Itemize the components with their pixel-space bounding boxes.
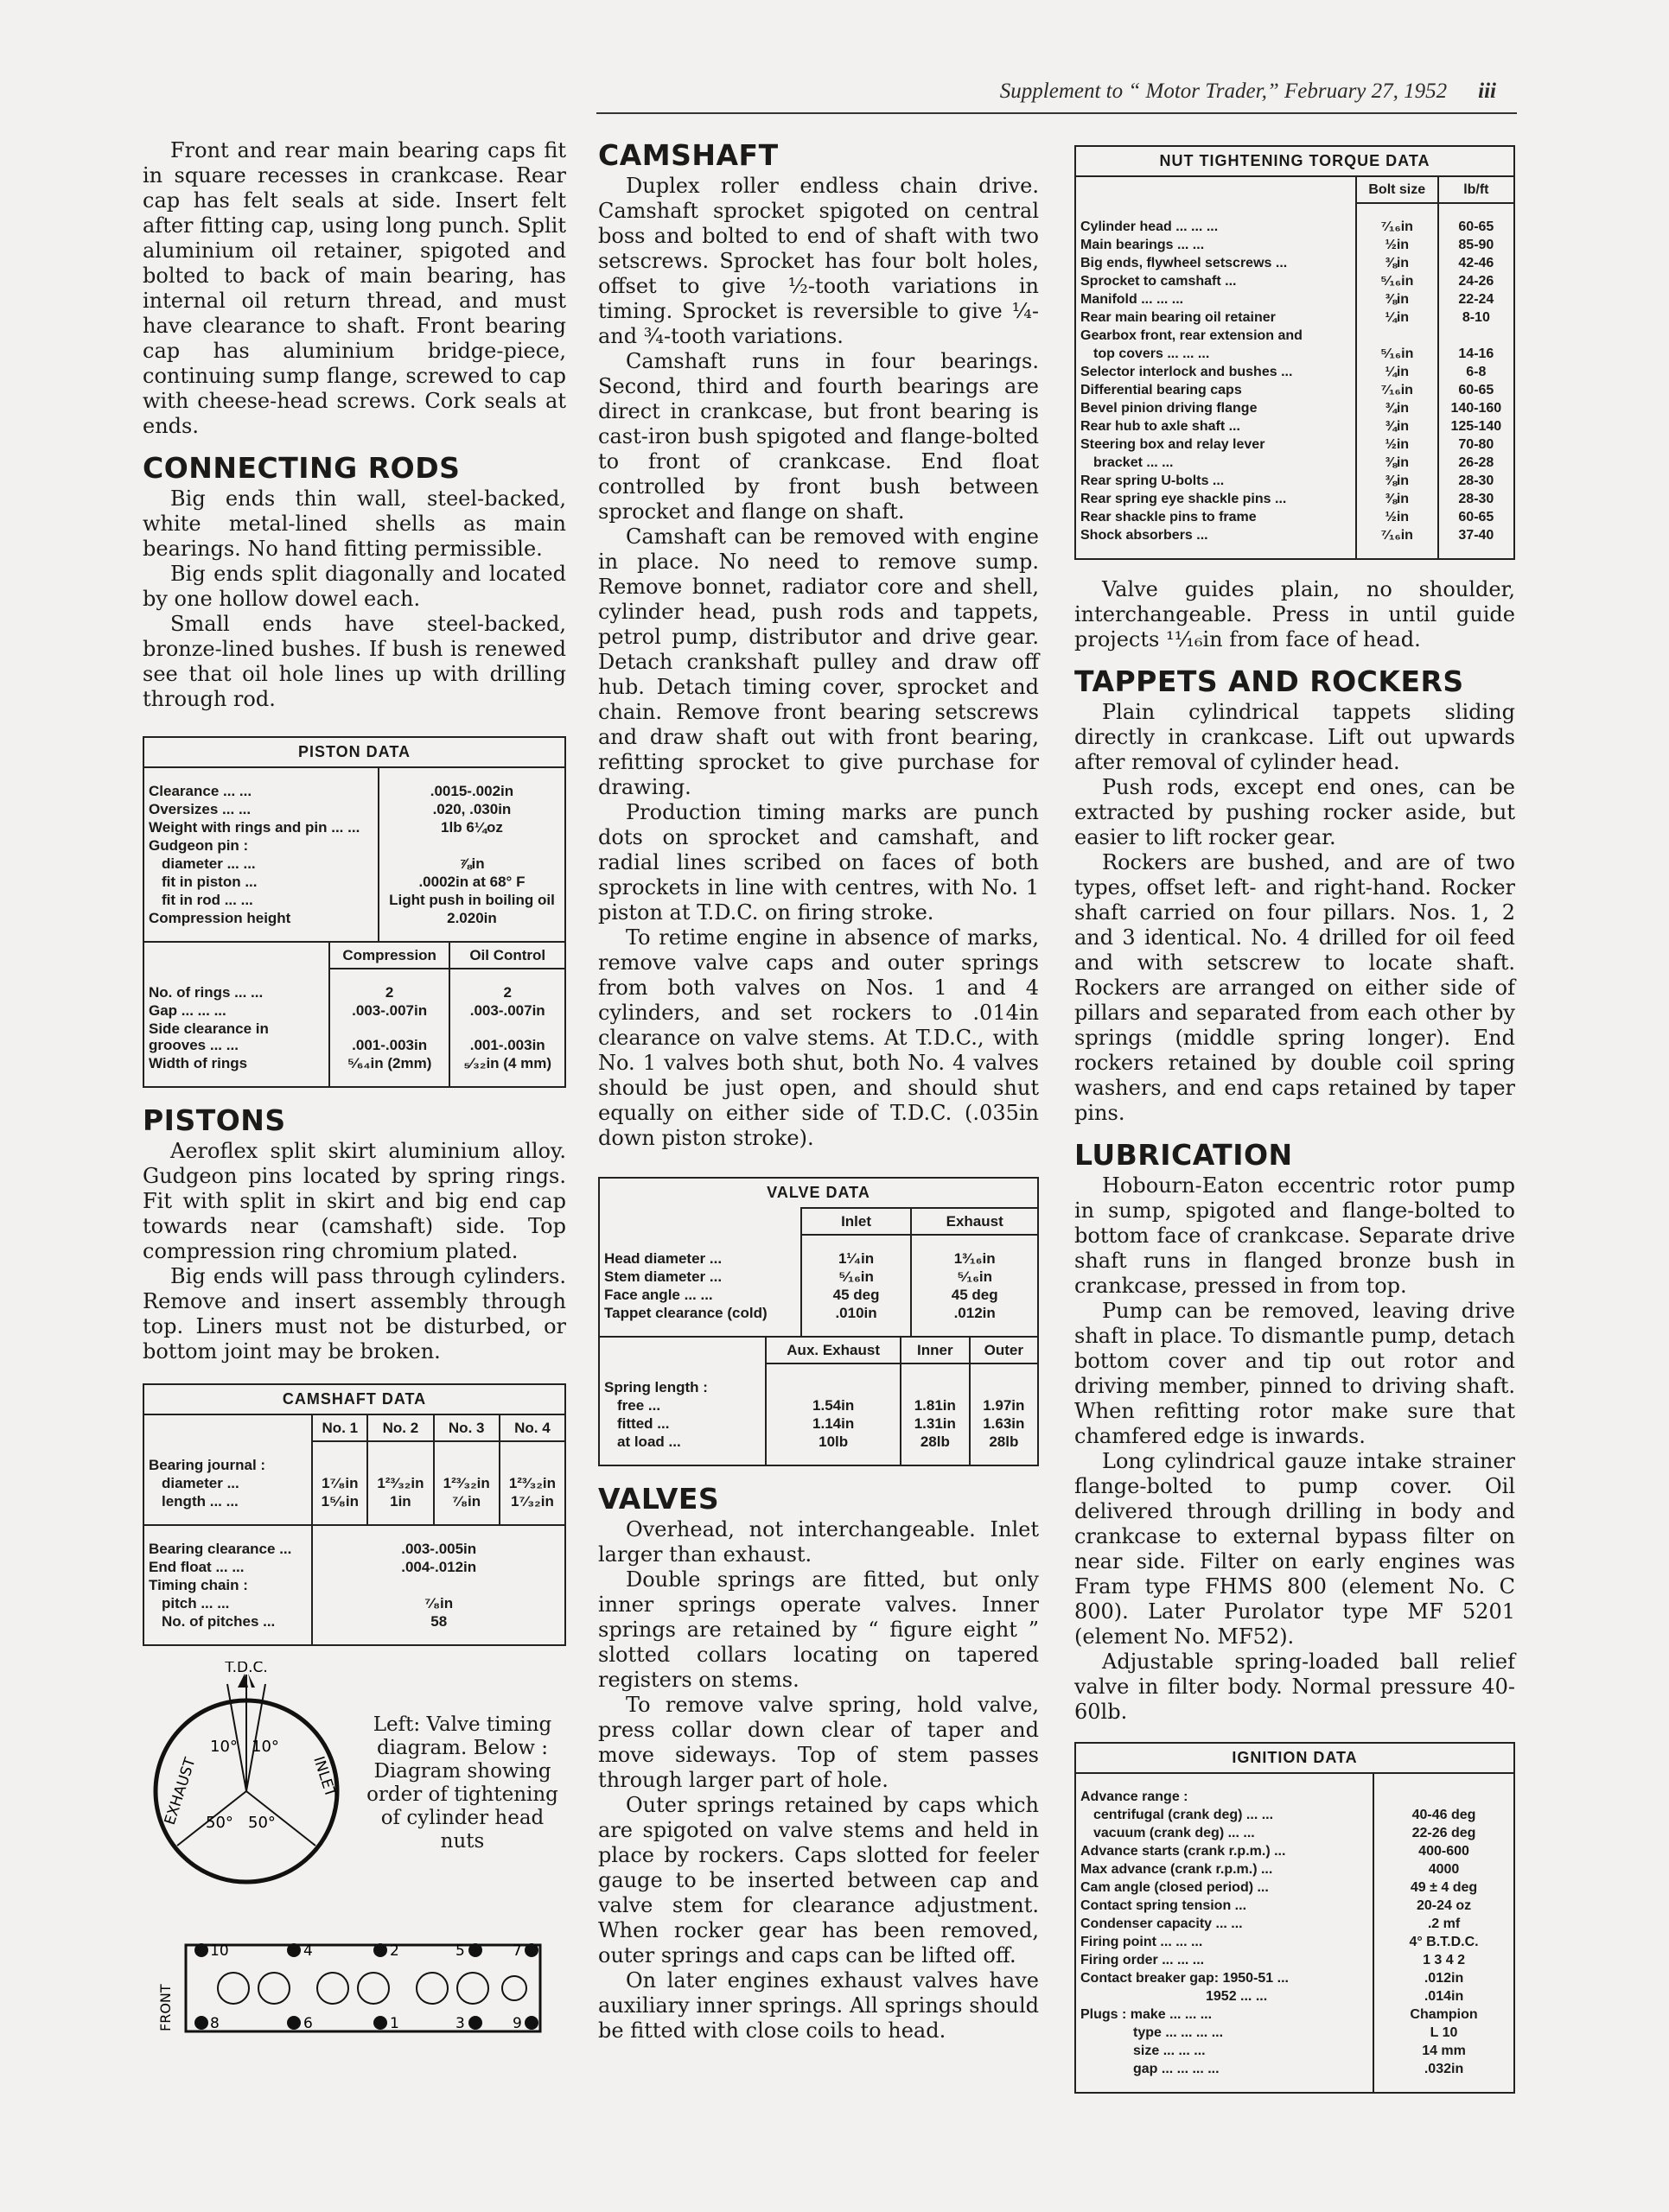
table-cell: Firing order ... ... ... [1080, 1953, 1205, 1967]
table-cell: ⁷⁄₁₆in [1356, 526, 1438, 544]
table-cell: Rear main bearing oil retainer [1080, 310, 1276, 325]
table-cell: ⁷⁄₁₆in [1356, 381, 1438, 399]
table-cell: Side clearance in grooves ... ... [149, 1020, 269, 1053]
table-cell: diameter ... ... [162, 855, 256, 872]
ignition-data-table [1074, 1742, 1515, 2094]
table-cell: .003-.007in [329, 1001, 450, 1020]
table-cell [379, 836, 564, 855]
piston-table-title: PISTON DATA [144, 738, 564, 768]
nut-number: 8 [210, 2015, 220, 2032]
table-cell: ⅜in [1356, 254, 1438, 272]
table-cell: 1²³⁄₃₂in [367, 1474, 433, 1492]
table-cell: type ... ... ... ... [1133, 2025, 1224, 2040]
table-cell: Rear shackle pins to frame [1080, 510, 1257, 524]
table-cell: fitted ... [617, 1415, 670, 1432]
table-cell: Firing point ... ... ... [1080, 1935, 1203, 1949]
camshaft-paragraph-1: Duplex roller endless chain drive. Camshaft sprocket spigoted on central boss and bolted to end of shaft with two setscrews. Sprocket has four bolt holes, offset to give ½-tooth variations in timing. Sprocket is reversible to give ¼- and ¾-tooth variations. [598, 174, 1039, 348]
table-cell: .004-.012in [312, 1558, 564, 1576]
valve-table-title: VALVE DATA [767, 1184, 870, 1201]
table-cell: 1in [367, 1492, 433, 1510]
cylinder-bores [218, 1973, 526, 2004]
angle-label: 10° [210, 1738, 238, 1756]
table-cell: 40-46 deg [1373, 1806, 1513, 1824]
table-header-cell: Inlet [801, 1208, 912, 1235]
table-cell: length ... ... [162, 1493, 239, 1510]
table-cell: L 10 [1373, 2024, 1513, 2042]
table-cell: Oversizes ... ... [149, 801, 252, 817]
table-cell: .012in [1373, 1969, 1513, 1987]
table-cell: 60-65 [1438, 218, 1513, 236]
table-header-cell: Outer [970, 1337, 1037, 1363]
table-cell: Main bearings ... ... [1080, 238, 1205, 252]
table-cell: ₅⁄₃₂in (4 mm) [449, 1054, 564, 1072]
table-cell: 1⁵⁄₈in [312, 1492, 367, 1510]
valves-paragraph-4: Outer springs retained by caps which are spigoted on valve stems and held in place by rockers. Caps slotted for feeler gauge to be inserted between cap and valve stem for clearance adjustment. When rocker gear has been removed, outer springs and caps can be lifted off. [598, 1793, 1039, 1967]
table-cell: 6-8 [1438, 363, 1513, 381]
table-cell: Gudgeon pin : [149, 837, 249, 854]
table-cell: Selector interlock and bushes ... [1080, 365, 1293, 379]
nut-number: 7 [513, 1942, 522, 1960]
table-cell: 4000 [1373, 1860, 1513, 1878]
table-header-cell: No. 3 [434, 1415, 500, 1441]
table-cell [1438, 327, 1513, 345]
table-header-cell: No. 1 [312, 1415, 367, 1441]
table-cell: 45 deg [801, 1286, 912, 1304]
table-cell: Stem diameter ... [604, 1268, 723, 1285]
table-cell: ½in [1356, 236, 1438, 254]
table-cell: Advance starts (crank r.p.m.) ... [1080, 1844, 1286, 1859]
table-cell: Champion [1373, 2005, 1513, 2024]
conrods-paragraph-1: Big ends thin wall, steel-backed, white metal-lined shells as main bearings. No hand fitting permissible. [143, 486, 566, 561]
table-cell: Bearing journal : [149, 1457, 266, 1473]
valve-data-table [598, 1177, 1039, 1466]
table-cell: No. of pitches ... [162, 1613, 276, 1630]
table-cell: 1³⁄₁₆in [911, 1249, 1037, 1268]
angle-label: 50° [206, 1814, 233, 1832]
valves-heading: VALVES [598, 1482, 720, 1516]
table-cell: 1²³⁄₃₂in [500, 1474, 564, 1492]
table-cell: 1¹⁄₄in [801, 1249, 912, 1268]
table-cell: Shock absorbers ... [1080, 528, 1208, 543]
camshaft-table-title: CAMSHAFT DATA [144, 1385, 564, 1415]
table-cell: ⁵⁄₁₆in [1356, 272, 1438, 290]
table-header-cell: Inner [901, 1337, 970, 1363]
table-cell: 70-80 [1438, 435, 1513, 454]
table-cell: ⁵⁄₆₄in (2mm) [329, 1054, 450, 1072]
connecting-rods-heading: CONNECTING RODS [143, 451, 461, 485]
angle-label: 10° [252, 1738, 279, 1756]
table-cell: .014in [1373, 1987, 1513, 2005]
table-cell: Big ends, flywheel setscrews ... [1080, 256, 1288, 270]
camshaft-paragraph-5: To retime engine in absence of marks, remove valve caps and outer springs from both valves on Nos. 1 and 4 cylinders, and set rockers to .014in clearance on valve stems. At T.D.C., with No. 1 valves both shut, both No. 4 valves should be just open, and should shut equally on either side of T.D.C. (.035in down piston stroke). [598, 925, 1039, 1150]
pistons-paragraph-2: Big ends will pass through cylinders. Remove and insert assembly through top. Liners must not be disturbed, or bottom joint may be broken. [143, 1264, 566, 1363]
table-header-cell: Exhaust [911, 1208, 1037, 1235]
table-cell: centrifugal (crank deg) ... ... [1093, 1808, 1274, 1822]
table-cell: pitch ... ... [162, 1595, 230, 1611]
tappets-paragraph-3: Rockers are bushed, and are of two types, offset left- and right-hand. Rocker shaft carried on four pillars. Nos. 1, 2 and 3 identical. No. 4 drilled for oil feed and with setscrew to locate shaft. Rockers are arranged on either side of pillars and separated from each other by springs (middle spring longer). End rockers retained by double coil spring washers, and end caps retained by taper pins. [1074, 850, 1515, 1125]
supplement-title: Supplement to “ Motor Trader,” February 27, 1952 [999, 79, 1448, 103]
table-header-cell: Compression [329, 942, 450, 969]
table-cell: Advance range : [1080, 1789, 1188, 1804]
table-cell: ⁷⁄₈in [434, 1492, 500, 1510]
table-cell: 8-10 [1438, 308, 1513, 327]
table-cell: ¼in [1356, 363, 1438, 381]
table-cell: .032in [1373, 2060, 1513, 2078]
table-cell: Spring length : [604, 1379, 708, 1395]
valve-timing-diagram [143, 1662, 367, 1895]
main-bearings-paragraph: Front and rear main bearing caps fit in square recesses in crankcase. Rear cap has felt seals at side. Insert felt after fitting cap, using long punch. Split aluminium oil retainer, spigoted and bolted to back of main bearing, has internal oil return thread, and must have clearance to shaft. Front bearing cap has aluminium bridge-piece, continuing sump flange, screwed to cap with cheese-head screws. Cork seals at ends. [143, 138, 566, 438]
tappets-paragraph-1: Plain cylindrical tappets sliding directly in crankcase. Lift out upwards after removal of cylinder head. [1074, 700, 1515, 774]
table-cell: .2 mf [1373, 1915, 1513, 1933]
page-number: iii [1478, 79, 1496, 103]
table-cell: No. of rings ... ... [149, 984, 264, 1001]
table-cell: Condenser capacity ... ... [1080, 1916, 1243, 1931]
ignition-table-title: IGNITION DATA [1076, 1744, 1513, 1774]
table-cell: 28-30 [1438, 472, 1513, 490]
valves-paragraph-3: To remove valve spring, hold valve, press collar down clear of taper and move sideways. Top of stem passes through larger part of hole. [598, 1693, 1039, 1792]
table-cell: .003-.007in [449, 1001, 564, 1020]
camshaft-heading: CAMSHAFT [598, 138, 779, 172]
lubrication-heading: LUBRICATION [1074, 1138, 1293, 1172]
table-header-cell: Bolt size [1356, 177, 1438, 203]
table-cell [312, 1576, 564, 1594]
lubrication-paragraph-4: Adjustable spring-loaded ball relief valve in filter body. Normal pressure 40-60lb. [1074, 1649, 1515, 1724]
table-header-cell: lb/ft [1438, 177, 1513, 203]
table-cell: Sprocket to camshaft ... [1080, 274, 1237, 289]
valve-timing-figure [143, 1662, 566, 2128]
table-cell: at load ... [617, 1433, 681, 1450]
table-cell: Rear hub to axle shaft ... [1080, 419, 1240, 434]
table-cell: 1.63in [970, 1414, 1037, 1433]
table-cell: gap ... ... ... ... [1133, 2062, 1220, 2076]
table-cell: ⁵⁄₁₆in [801, 1268, 912, 1286]
table-cell: ⅜in [1356, 472, 1438, 490]
conrods-paragraph-3: Small ends have steel-backed, bronze-lined bushes. If bush is renewed see that oil hole lines up with drilling through rod. [143, 612, 566, 711]
table-cell: Contact spring tension ... [1080, 1898, 1247, 1913]
camshaft-paragraph-2: Camshaft runs in four bearings. Second, third and fourth bearings are direct in crankcase, but front bearing is cast-iron bush spigoted and flange-bolted to front of crankcase. End float controlled by front bush between sprocket and flange on shaft. [598, 349, 1039, 524]
pistons-heading: PISTONS [143, 1103, 286, 1137]
camshaft-data-table [143, 1383, 566, 1646]
table-cell: ⁷⁄₁₆in [1356, 218, 1438, 236]
table-cell: 125-140 [1438, 417, 1513, 435]
table-cell: Cylinder head ... ... ... [1080, 219, 1219, 234]
lubrication-paragraph-3: Long cylindrical gauze intake strainer flange-bolted to pump cover. Oil delivered through drilling in body and crankcase to external bypass filter on near side. Filter on early engines was Fram type FHMS 800 (element No. C 800). Later Purolator type MF 5201 (element No. MF52). [1074, 1449, 1515, 1649]
camshaft-paragraph-4: Production timing marks are punch dots on sprocket and camshaft, and radial lines scribed on faces of both sprockets in line with centres, with No. 1 piston at T.D.C. on firing stroke. [598, 800, 1039, 925]
table-cell: Rear spring U-bolts ... [1080, 474, 1225, 488]
nut-number: 9 [513, 2015, 522, 2032]
table-cell: 1lb 6¼oz [379, 818, 564, 836]
table-cell: ¼in [1356, 308, 1438, 327]
table-cell: Compression height [149, 910, 291, 926]
table-cell: Cam angle (closed period) ... [1080, 1880, 1269, 1895]
table-cell: 1⁷⁄₈in [312, 1474, 367, 1492]
table-cell: .012in [911, 1304, 1037, 1322]
nut-number: 5 [455, 1942, 465, 1960]
table-cell: ⅞in [379, 855, 564, 873]
torque-data-table [1074, 145, 1515, 560]
table-cell: 2.020in [379, 909, 564, 927]
table-cell: 1.97in [970, 1396, 1037, 1414]
table-cell: 14 mm [1373, 2042, 1513, 2060]
table-cell: Rear spring eye shackle pins ... [1080, 492, 1287, 506]
table-cell: .020, .030in [379, 800, 564, 818]
torque-table-title: NUT TIGHTENING TORQUE DATA [1076, 147, 1513, 177]
table-cell: Face angle ... ... [604, 1287, 713, 1303]
table-cell: ⁵⁄₁₆in [1356, 345, 1438, 363]
table-cell: 26-28 [1438, 454, 1513, 472]
table-cell: 1²³⁄₃₂in [434, 1474, 500, 1492]
table-header-cell: No. 4 [500, 1415, 564, 1441]
table-cell: Contact breaker gap: 1950-51 ... [1080, 1971, 1289, 1986]
table-cell: 28lb [901, 1433, 970, 1451]
table-cell: ⅜in [1356, 290, 1438, 308]
figure-caption: Left: Valve timing diagram. Below : Diagram showing order of tightening of cylinder head nuts [366, 1713, 558, 1853]
table-cell: ¾in [1356, 417, 1438, 435]
table-cell: 400-600 [1373, 1842, 1513, 1860]
table-cell: vacuum (crank deg) ... ... [1093, 1826, 1255, 1840]
table-cell: 1 3 4 2 [1373, 1951, 1513, 1969]
table-cell: 28lb [970, 1433, 1037, 1451]
table-cell: .001-.003in [449, 1020, 564, 1054]
table-cell: Differential bearing caps [1080, 383, 1242, 397]
valves-paragraph-5: On later engines exhaust valves have auxiliary inner springs. All springs should be fitted with close coils to head. [598, 1968, 1039, 2043]
table-cell: 1⁷⁄₃₂in [500, 1492, 564, 1510]
table-cell: 22-26 deg [1373, 1824, 1513, 1842]
table-cell: Head diameter ... [604, 1250, 723, 1267]
table-cell: ½in [1356, 435, 1438, 454]
table-cell: 140-160 [1438, 399, 1513, 417]
nut-number: 6 [303, 2015, 313, 2032]
table-cell [1356, 327, 1438, 345]
table-cell: .010in [801, 1304, 912, 1322]
nut-number: 4 [303, 1942, 313, 1960]
table-cell: Bearing clearance ... [149, 1541, 292, 1557]
table-cell: Clearance ... ... [149, 783, 252, 799]
table-cell: top covers ... ... ... [1093, 346, 1210, 361]
table-cell: Weight with rings and pin ... ... [149, 819, 360, 836]
table-cell [1373, 1788, 1513, 1806]
table-cell: .001-.003in [329, 1020, 450, 1054]
table-cell: 1.54in [766, 1396, 901, 1414]
valves-paragraph-1: Overhead, not interchangeable. Inlet larger than exhaust. [598, 1517, 1039, 1567]
table-cell: Manifold ... ... ... [1080, 292, 1184, 307]
table-cell: 2 [329, 983, 450, 1001]
table-cell: 1.31in [901, 1414, 970, 1433]
column-left [143, 138, 566, 2128]
inlet-label: INLET [309, 1754, 340, 1800]
table-cell: 10lb [766, 1433, 901, 1451]
nut-number: 3 [455, 2015, 465, 2032]
valve-guides-paragraph: Valve guides plain, no shoulder, interchangeable. Press in until guide projects ¹¹⁄₁₆in from face of head. [1074, 577, 1515, 652]
table-cell: 28-30 [1438, 490, 1513, 508]
table-cell: Light push in boiling oil [379, 891, 564, 909]
table-cell: 24-26 [1438, 272, 1513, 290]
table-cell: 49 ± 4 deg [1373, 1878, 1513, 1897]
table-cell: 2 [449, 983, 564, 1001]
table-cell: Tappet clearance (cold) [604, 1305, 768, 1321]
table-cell: ⅜in [1356, 454, 1438, 472]
table-cell: ¾in [1356, 399, 1438, 417]
angle-label: 50° [248, 1814, 276, 1832]
table-cell: 37-40 [1438, 526, 1513, 544]
table-cell: Steering box and relay lever [1080, 437, 1265, 452]
table-cell: diameter ... [162, 1475, 239, 1491]
table-cell: 20-24 oz [1373, 1897, 1513, 1915]
table-cell: ⁷⁄₈in [312, 1594, 564, 1612]
table-cell: bracket ... ... [1093, 455, 1174, 470]
table-cell: 60-65 [1438, 381, 1513, 399]
table-cell: fit in rod ... ... [162, 892, 253, 908]
table-cell: Gearbox front, rear extension and [1080, 328, 1303, 343]
table-cell: fit in piston ... [162, 874, 258, 890]
tappets-paragraph-2: Push rods, except end ones, can be extracted by pushing rocker aside, but easier to lift rocker gear. [1074, 775, 1515, 849]
table-cell: 1952 ... ... [1206, 1989, 1268, 2004]
table-cell: size ... ... ... [1133, 2044, 1206, 2058]
nut-number: 1 [390, 2015, 399, 2032]
table-cell: Bevel pinion driving flange [1080, 401, 1258, 416]
piston-data-table [143, 736, 566, 1088]
table-cell: Timing chain : [149, 1577, 248, 1593]
tappets-rockers-heading: TAPPETS AND ROCKERS [1074, 664, 1464, 698]
table-cell: .0002in at 68° F [379, 873, 564, 891]
tdc-label: T.D.C. [225, 1662, 268, 1676]
table-cell: 85-90 [1438, 236, 1513, 254]
valves-paragraph-2: Double springs are fitted, but only inner springs operate valves. Inner springs are retained by “ figure eight ” slotted collars locating on tapered registers on stems. [598, 1567, 1039, 1692]
table-cell: 22-24 [1438, 290, 1513, 308]
table-cell: 58 [312, 1612, 564, 1630]
running-header [1000, 79, 1496, 104]
table-cell: 1.81in [901, 1396, 970, 1414]
table-header-cell: Oil Control [449, 942, 564, 969]
table-header-cell: No. 2 [367, 1415, 433, 1441]
table-cell: 60-65 [1438, 508, 1513, 526]
nut-number: 10 [210, 1942, 229, 1960]
table-cell: free ... [617, 1397, 661, 1414]
exhaust-label: EXHAUST [161, 1755, 200, 1827]
table-cell: 4° B.T.D.C. [1373, 1933, 1513, 1951]
nut-number: 2 [390, 1942, 399, 1960]
table-cell: ⁵⁄₁₆in [911, 1268, 1037, 1286]
table-cell: ½in [1356, 508, 1438, 526]
column-middle [598, 138, 1039, 2044]
table-cell: End float ... ... [149, 1559, 245, 1575]
table-cell: 14-16 [1438, 345, 1513, 363]
table-cell: 1.14in [766, 1414, 901, 1433]
conrods-paragraph-2: Big ends split diagonally and located by one hollow dowel each. [143, 562, 566, 611]
table-cell: ⅜in [1356, 490, 1438, 508]
table-cell: Width of rings [149, 1055, 248, 1071]
table-cell: 45 deg [911, 1286, 1037, 1304]
table-cell: .003-.005in [312, 1540, 564, 1558]
column-right [1074, 138, 1515, 2109]
header-rule [596, 112, 1517, 114]
table-cell: 42-46 [1438, 254, 1513, 272]
table-header-cell: Aux. Exhaust [766, 1337, 901, 1363]
front-label: FRONT [157, 1984, 174, 2031]
camshaft-paragraph-3: Camshaft can be removed with engine in place. No need to remove sump. Remove bonnet, radiator core and shell, cylinder head, push rods and tappets, petrol pump, distributor and drive gear. Detach crankshaft pulley and draw off hub. Detach timing cover, sprocket and chain. Remove front bearing setscrews and draw shaft out with front bearing, refitting sprocket to give purchase for drawing. [598, 524, 1039, 799]
table-cell: Plugs : make ... ... ... [1080, 2007, 1213, 2022]
lubrication-paragraph-1: Hobourn-Eaton eccentric rotor pump in sump, spigoted and flange-bolted to bottom face of crankcase. Separate drive shaft runs in flanged bronze bush in crankcase, pressed in from top. [1074, 1173, 1515, 1298]
table-cell: Max advance (crank r.p.m.) ... [1080, 1862, 1273, 1877]
lubrication-paragraph-2: Pump can be removed, leaving drive shaft in place. To dismantle pump, detach bottom cover and tip out rotor and driving member, pinned to driving shaft. When refitting rotor make sure that chamfered edge is inwards. [1074, 1299, 1515, 1448]
pistons-paragraph-1: Aeroflex split skirt aluminium alloy. Gudgeon pins located by spring rings. Fit with split in skirt and big end cap towards near (camshaft) side. Top compression ring chromium plated. [143, 1139, 566, 1263]
table-cell: Gap ... ... ... [149, 1002, 226, 1019]
head-nut-order-diagram [151, 1921, 549, 2059]
table-cell: .0015-.002in [379, 782, 564, 800]
